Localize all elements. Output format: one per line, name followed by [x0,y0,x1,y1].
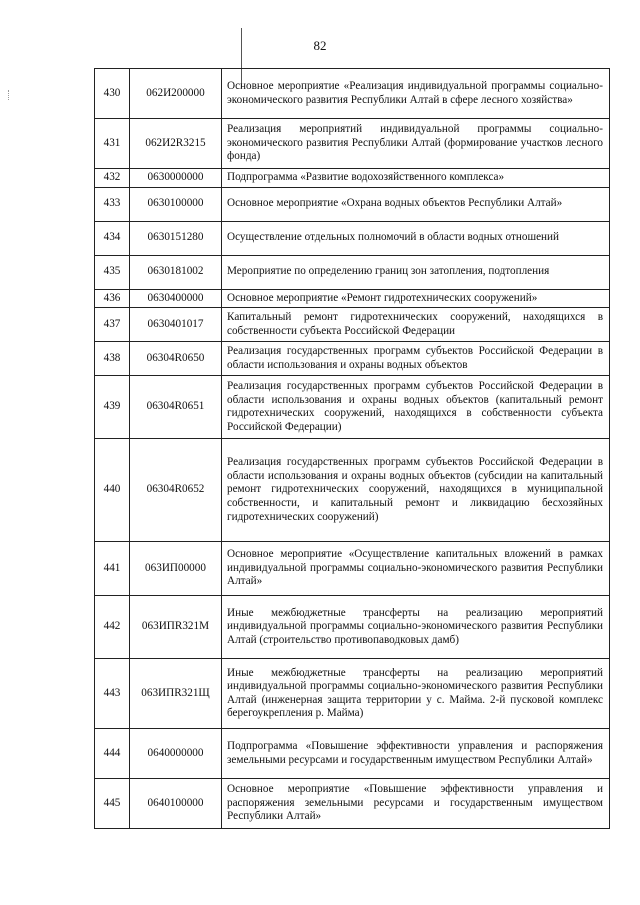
target-code: 0630000000 [130,169,222,188]
table-row [95,779,610,829]
target-code: 062И2R3215 [130,119,222,169]
table-row [95,542,610,596]
scan-edge-mark [8,90,10,100]
row-number: 434 [95,221,130,255]
row-description: Основное мероприятие «Осуществление капитальных вложений в рамках индивидуальной программы социально-экономического развития Республики Алтай» [222,542,610,596]
table-row [95,596,610,659]
row-number: 441 [95,542,130,596]
row-number: 440 [95,439,130,542]
row-description: Реализация государственных программ субъектов Российской Федерации в области использования и охраны водных объектов [222,342,610,376]
table-row [95,439,610,542]
table-row [95,289,610,308]
target-code: 0630151280 [130,221,222,255]
row-description: Мероприятие по определению границ зон затопления, подтопления [222,255,610,289]
row-description: Основное мероприятие «Реализация индивидуальной программы социально-экономического развития Республики Алтай в сфере лесного хозяйства» [222,69,610,119]
target-code: 0630401017 [130,308,222,342]
table-row [95,308,610,342]
table-row [95,729,610,779]
row-description: Капитальный ремонт гидротехнических сооружений, находящихся в собственности субъекта Российской Федерации [222,308,610,342]
table-row [95,659,610,729]
row-description: Иные межбюджетные трансферты на реализацию мероприятий индивидуальной программы социально-экономического развития Республики Алтай (строительство противопаводковых дамб) [222,596,610,659]
target-code: 0630100000 [130,187,222,221]
target-code: 0630400000 [130,289,222,308]
row-number: 438 [95,342,130,376]
target-code: 0640100000 [130,779,222,829]
budget-classification-table [94,68,610,829]
row-number: 445 [95,779,130,829]
target-code: 063ИПR321М [130,596,222,659]
page-number: 82 [313,38,327,53]
target-code: 06304R0652 [130,439,222,542]
row-number: 433 [95,187,130,221]
table-row [95,187,610,221]
row-description: Основное мероприятие «Ремонт гидротехнических сооружений» [222,289,610,308]
row-description: Подпрограмма «Развитие водохозяйственного комплекса» [222,169,610,188]
row-number: 432 [95,169,130,188]
target-code: 06304R0651 [130,376,222,439]
table-row [95,69,610,119]
table-row [95,119,610,169]
row-description: Иные межбюджетные трансферты на реализацию мероприятий индивидуальной программы социально-экономического развития Республики Алтай (инженерная защита территории у с. Майма. 2-й пусковой комплекс берегоукрепления р. Майма) [222,659,610,729]
row-number: 444 [95,729,130,779]
row-description: Основное мероприятие «Охрана водных объектов Республики Алтай» [222,187,610,221]
target-code: 06304R0650 [130,342,222,376]
table-row [95,169,610,188]
target-code: 063ИПR321Щ [130,659,222,729]
row-number: 435 [95,255,130,289]
row-number: 443 [95,659,130,729]
table-row [95,376,610,439]
table-row [95,255,610,289]
row-number: 431 [95,119,130,169]
target-code: 063ИП00000 [130,542,222,596]
row-description: Реализация мероприятий индивидуальной программы социально-экономического развития Республики Алтай (формирование участков лесного фонда) [222,119,610,169]
row-number: 439 [95,376,130,439]
row-description: Основное мероприятие «Повышение эффективности управления и распоряжения земельными ресурсами и государственным имуществом Республики Алтай» [222,779,610,829]
row-description: Осуществление отдельных полномочий в области водных отношений [222,221,610,255]
row-number: 436 [95,289,130,308]
row-number: 430 [95,69,130,119]
target-code: 062И200000 [130,69,222,119]
row-description: Подпрограмма «Повышение эффективности управления и распоряжения земельными ресурсами и государственным имуществом Республики Алтай» [222,729,610,779]
table-row [95,342,610,376]
target-code: 0630181002 [130,255,222,289]
row-number: 437 [95,308,130,342]
row-number: 442 [95,596,130,659]
table-row [95,221,610,255]
row-description: Реализация государственных программ субъектов Российской Федерации в области использования и охраны водных объектов (субсидии на капитальный ремонт гидротехнических сооружений, находящихся в муниципальной собственности, и капитальный ремонт и ликвидацию бесхозяйных гидротехнических сооружений) [222,439,610,542]
row-description: Реализация государственных программ субъектов Российской Федерации в области использования и охраны водных объектов (капитальный ремонт гидротехнических сооружений, находящихся в собственности субъекта Российской Федерации) [222,376,610,439]
target-code: 0640000000 [130,729,222,779]
